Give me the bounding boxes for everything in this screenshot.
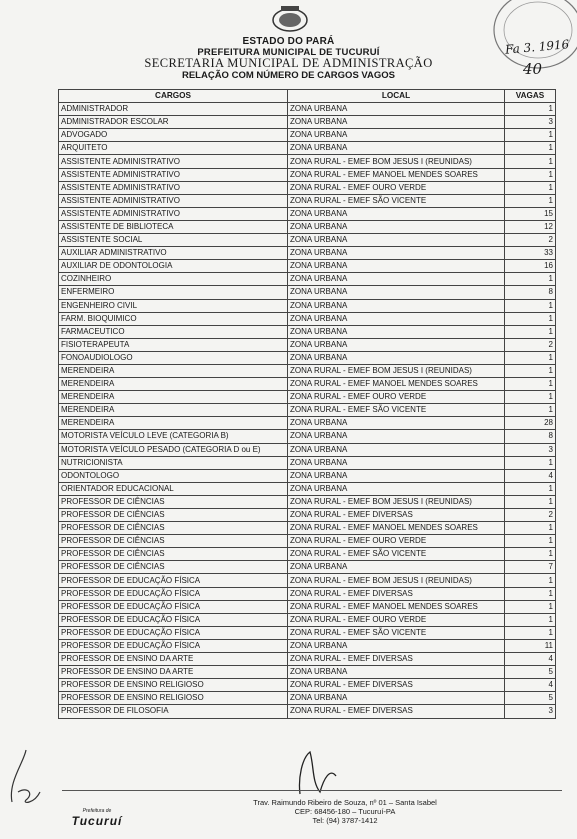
cell-vagas: 1 xyxy=(505,129,556,142)
address-line-1: Trav. Raimundo Ribeiro de Souza, nº 01 – Santa Isabel xyxy=(253,798,437,807)
municipal-crest-icon xyxy=(270,4,310,34)
cell-vagas: 15 xyxy=(505,207,556,220)
cell-vagas: 2 xyxy=(505,338,556,351)
cell-cargo: FARMACEUTICO xyxy=(59,325,288,338)
table-row xyxy=(59,574,556,587)
cell-cargo: PROFESSOR DE CIÊNCIAS xyxy=(59,548,288,561)
cell-cargo: PROFESSOR DE ENSINO RELIGIOSO xyxy=(59,679,288,692)
table-row xyxy=(59,194,556,207)
cell-local: ZONA URBANA xyxy=(288,639,505,652)
cell-local: ZONA URBANA xyxy=(288,338,505,351)
cell-local: ZONA RURAL - EMEF DIVERSAS xyxy=(288,509,505,522)
column-header-local: LOCAL xyxy=(288,90,505,103)
cell-vagas: 1 xyxy=(505,325,556,338)
cell-local: ZONA URBANA xyxy=(288,220,505,233)
cell-local: ZONA RURAL - EMEF DIVERSAS xyxy=(288,587,505,600)
cell-vagas: 1 xyxy=(505,142,556,155)
cell-cargo: ODONTOLOGO xyxy=(59,469,288,482)
cell-local: ZONA RURAL - EMEF SÃO VICENTE xyxy=(288,548,505,561)
address-line-2: CEP: 68456-180 – Tucuruí-PA xyxy=(294,806,396,816)
cell-local: ZONA URBANA xyxy=(288,234,505,247)
cell-local: ZONA RURAL - EMEF BOM JESUS I (REUNIDAS) xyxy=(288,495,505,508)
cell-cargo: ENGENHEIRO CIVIL xyxy=(59,299,288,312)
cell-local: ZONA URBANA xyxy=(288,561,505,574)
cell-vagas: 1 xyxy=(505,522,556,535)
cell-cargo: ASSISTENTE ADMINISTRATIVO xyxy=(59,181,288,194)
cell-local: ZONA URBANA xyxy=(288,247,505,260)
table-row xyxy=(59,456,556,469)
cell-local: ZONA RURAL - EMEF DIVERSAS xyxy=(288,653,505,666)
cell-local: ZONA RURAL - EMEF SÃO VICENTE xyxy=(288,194,505,207)
cell-local: ZONA URBANA xyxy=(288,103,505,116)
cell-cargo: PROFESSOR DE CIÊNCIAS xyxy=(59,561,288,574)
prefecture-title: PREFEITURA MUNICIPAL DE TUCURUÍ xyxy=(197,46,380,58)
table-row xyxy=(59,103,556,116)
cell-cargo: PROFESSOR DE EDUCAÇÃO FÍSICA xyxy=(59,613,288,626)
table-row xyxy=(59,639,556,652)
cell-cargo: PROFESSOR DE CIÊNCIAS xyxy=(59,495,288,508)
stamp-date: Fa 3. 1916 xyxy=(504,37,570,57)
table-row xyxy=(59,495,556,508)
cell-vagas: 4 xyxy=(505,653,556,666)
table-row xyxy=(59,600,556,613)
table-row xyxy=(59,325,556,338)
cell-vagas: 1 xyxy=(505,626,556,639)
cell-vagas: 7 xyxy=(505,561,556,574)
table-row xyxy=(59,312,556,325)
cell-local: ZONA RURAL - EMEF OURO VERDE xyxy=(288,535,505,548)
cell-vagas: 1 xyxy=(505,495,556,508)
cell-vagas: 4 xyxy=(505,679,556,692)
cell-vagas: 28 xyxy=(505,417,556,430)
cell-local: ZONA URBANA xyxy=(288,482,505,495)
cell-cargo: NUTRICIONISTA xyxy=(59,456,288,469)
table-row xyxy=(59,220,556,233)
cell-local: ZONA URBANA xyxy=(288,116,505,129)
table-row xyxy=(59,561,556,574)
table-row xyxy=(59,286,556,299)
table-row xyxy=(59,469,556,482)
cell-cargo: MERENDEIRA xyxy=(59,378,288,391)
table-row xyxy=(59,509,556,522)
cell-cargo: PROFESSOR DE CIÊNCIAS xyxy=(59,535,288,548)
cell-vagas: 1 xyxy=(505,404,556,417)
cell-local: ZONA URBANA xyxy=(288,129,505,142)
cell-local: ZONA URBANA xyxy=(288,207,505,220)
cell-vagas: 1 xyxy=(505,613,556,626)
cell-vagas: 1 xyxy=(505,535,556,548)
cell-local: ZONA URBANA xyxy=(288,443,505,456)
table-row xyxy=(59,364,556,377)
cell-local: ZONA RURAL - EMEF MANOEL MENDES SOARES xyxy=(288,522,505,535)
cell-cargo: PROFESSOR DE EDUCAÇÃO FÍSICA xyxy=(59,626,288,639)
cell-cargo: MOTORISTA VEÍCULO LEVE (CATEGORIA B) xyxy=(59,430,288,443)
table-row xyxy=(59,116,556,129)
table-row xyxy=(59,404,556,417)
cell-vagas: 12 xyxy=(505,220,556,233)
cell-local: ZONA RURAL - EMEF BOM JESUS I (REUNIDAS) xyxy=(288,155,505,168)
cell-cargo: MERENDEIRA xyxy=(59,364,288,377)
cell-vagas: 1 xyxy=(505,456,556,469)
table-row xyxy=(59,482,556,495)
cell-cargo: COZINHEIRO xyxy=(59,273,288,286)
stamp-number: 40 xyxy=(523,60,543,78)
cell-local: ZONA RURAL - EMEF MANOEL MENDES SOARES xyxy=(288,168,505,181)
cell-vagas: 16 xyxy=(505,260,556,273)
cell-cargo: MERENDEIRA xyxy=(59,391,288,404)
cell-cargo: MOTORISTA VEÍCULO PESADO (CATEGORIA D ou E) xyxy=(59,443,288,456)
footer-address xyxy=(210,799,480,826)
table-row xyxy=(59,417,556,430)
cell-vagas: 1 xyxy=(505,103,556,116)
cell-local: ZONA URBANA xyxy=(288,286,505,299)
cell-vagas: 1 xyxy=(505,548,556,561)
table-row xyxy=(59,626,556,639)
cell-vagas: 8 xyxy=(505,286,556,299)
cell-cargo: FARM. BIOQUIMICO xyxy=(59,312,288,325)
table-header-row xyxy=(59,90,556,103)
cell-vagas: 1 xyxy=(505,273,556,286)
cell-cargo: PROFESSOR DE ENSINO RELIGIOSO xyxy=(59,692,288,705)
cell-local: ZONA URBANA xyxy=(288,430,505,443)
tucurui-prefecture-logo: Prefeitura de Tucuruí xyxy=(71,808,123,828)
table-row xyxy=(59,653,556,666)
cell-cargo: ADVOGADO xyxy=(59,129,288,142)
handwritten-initials xyxy=(4,742,54,812)
cell-local: ZONA RURAL - EMEF DIVERSAS xyxy=(288,679,505,692)
table-row xyxy=(59,613,556,626)
table-row xyxy=(59,260,556,273)
document-title: RELAÇÃO COM NÚMERO DE CARGOS VAGOS xyxy=(181,69,396,81)
cell-cargo: AUXILIAR ADMINISTRATIVO xyxy=(59,247,288,260)
column-header-cargos: CARGOS xyxy=(59,90,288,103)
cell-vagas: 1 xyxy=(505,351,556,364)
table-row xyxy=(59,338,556,351)
cell-vagas: 1 xyxy=(505,299,556,312)
table-row xyxy=(59,234,556,247)
table-row xyxy=(59,207,556,220)
table-row xyxy=(59,142,556,155)
cell-vagas: 1 xyxy=(505,574,556,587)
cell-vagas: 1 xyxy=(505,587,556,600)
cell-vagas: 3 xyxy=(505,443,556,456)
cell-local: ZONA URBANA xyxy=(288,351,505,364)
table-row xyxy=(59,273,556,286)
cell-vagas: 5 xyxy=(505,692,556,705)
table-row xyxy=(59,247,556,260)
cell-local: ZONA URBANA xyxy=(288,273,505,286)
cell-cargo: MERENDEIRA xyxy=(59,404,288,417)
cell-vagas: 4 xyxy=(505,469,556,482)
cell-cargo: FONOAUDIOLOGO xyxy=(59,351,288,364)
cell-cargo: PROFESSOR DE CIÊNCIAS xyxy=(59,522,288,535)
cell-cargo: PROFESSOR DE ENSINO DA ARTE xyxy=(59,653,288,666)
cell-local: ZONA URBANA xyxy=(288,299,505,312)
table-row xyxy=(59,548,556,561)
cell-local: ZONA RURAL - EMEF BOM JESUS I (REUNIDAS) xyxy=(288,574,505,587)
table-row xyxy=(59,535,556,548)
cell-local: ZONA RURAL - EMEF OURO VERDE xyxy=(288,181,505,194)
cell-vagas: 1 xyxy=(505,168,556,181)
cell-cargo: ASSISTENTE SOCIAL xyxy=(59,234,288,247)
cell-vagas: 1 xyxy=(505,391,556,404)
cell-cargo: PROFESSOR DE ENSINO DA ARTE xyxy=(59,666,288,679)
cell-cargo: ENFERMEIRO xyxy=(59,286,288,299)
cell-vagas: 1 xyxy=(505,482,556,495)
cell-cargo: ASSISTENTE ADMINISTRATIVO xyxy=(59,168,288,181)
cell-vagas: 2 xyxy=(505,509,556,522)
column-header-vagas: VAGAS xyxy=(505,90,556,103)
table-row xyxy=(59,391,556,404)
table-row xyxy=(59,522,556,535)
cell-cargo: ASSISTENTE DE BIBLIOTECA xyxy=(59,220,288,233)
cell-cargo: ADMINISTRADOR ESCOLAR xyxy=(59,116,288,129)
cell-local: ZONA URBANA xyxy=(288,456,505,469)
cell-cargo: ASSISTENTE ADMINISTRATIVO xyxy=(59,155,288,168)
cell-vagas: 1 xyxy=(505,155,556,168)
secretariat-title: SECRETARIA MUNICIPAL DE ADMINISTRAÇÃO xyxy=(144,56,433,71)
cell-cargo: PROFESSOR DE EDUCAÇÃO FÍSICA xyxy=(59,587,288,600)
cell-vagas: 1 xyxy=(505,194,556,207)
cell-vagas: 1 xyxy=(505,600,556,613)
table-row xyxy=(59,692,556,705)
cell-cargo: PROFESSOR DE EDUCAÇÃO FÍSICA xyxy=(59,639,288,652)
cell-cargo: FISIOTERAPEUTA xyxy=(59,338,288,351)
cell-local: ZONA RURAL - EMEF BOM JESUS I (REUNIDAS) xyxy=(288,364,505,377)
cell-local: ZONA URBANA xyxy=(288,325,505,338)
table-row xyxy=(59,666,556,679)
table-row xyxy=(59,155,556,168)
cell-cargo: ASSISTENTE ADMINISTRATIVO xyxy=(59,194,288,207)
cell-cargo: PROFESSOR DE EDUCAÇÃO FÍSICA xyxy=(59,600,288,613)
cell-cargo: ORIENTADOR EDUCACIONAL xyxy=(59,482,288,495)
cell-vagas: 8 xyxy=(505,430,556,443)
cell-local: ZONA URBANA xyxy=(288,666,505,679)
cell-local: ZONA URBANA xyxy=(288,417,505,430)
table-row xyxy=(59,378,556,391)
document-header xyxy=(0,37,577,81)
cell-cargo: PROFESSOR DE FILOSOFIA xyxy=(59,705,288,718)
cell-vagas: 2 xyxy=(505,234,556,247)
state-title: ESTADO DO PARÁ xyxy=(242,36,335,47)
table-row xyxy=(59,679,556,692)
cell-vagas: 11 xyxy=(505,639,556,652)
cell-vagas: 1 xyxy=(505,312,556,325)
table-row xyxy=(59,181,556,194)
table-row xyxy=(59,168,556,181)
cell-vagas: 1 xyxy=(505,181,556,194)
cell-cargo: ARQUITETO xyxy=(59,142,288,155)
cell-local: ZONA URBANA xyxy=(288,692,505,705)
table-row xyxy=(59,443,556,456)
cell-cargo: AUXILIAR DE ODONTOLOGIA xyxy=(59,260,288,273)
cell-vagas: 3 xyxy=(505,705,556,718)
cell-local: ZONA RURAL - EMEF MANOEL MENDES SOARES xyxy=(288,600,505,613)
cell-local: ZONA RURAL - EMEF SÃO VICENTE xyxy=(288,626,505,639)
cell-local: ZONA RURAL - EMEF OURO VERDE xyxy=(288,391,505,404)
cell-local: ZONA URBANA xyxy=(288,312,505,325)
cell-local: ZONA URBANA xyxy=(288,469,505,482)
cell-local: ZONA RURAL - EMEF OURO VERDE xyxy=(288,613,505,626)
cell-local: ZONA URBANA xyxy=(288,260,505,273)
cell-cargo: ADMINISTRADOR xyxy=(59,103,288,116)
cell-cargo: PROFESSOR DE CIÊNCIAS xyxy=(59,509,288,522)
cell-local: ZONA RURAL - EMEF SÃO VICENTE xyxy=(288,404,505,417)
cell-local: ZONA URBANA xyxy=(288,142,505,155)
address-line-3: Tel: (94) 3787-1412 xyxy=(312,815,378,825)
cell-local: ZONA RURAL - EMEF DIVERSAS xyxy=(288,705,505,718)
table-row xyxy=(59,299,556,312)
vacancies-table xyxy=(58,89,556,719)
table-row xyxy=(59,705,556,718)
table-row xyxy=(59,587,556,600)
footer-divider xyxy=(62,790,562,791)
cell-vagas: 3 xyxy=(505,116,556,129)
cell-vagas: 1 xyxy=(505,364,556,377)
cell-cargo: PROFESSOR DE EDUCAÇÃO FÍSICA xyxy=(59,574,288,587)
cell-cargo: MERENDEIRA xyxy=(59,417,288,430)
cell-cargo: ASSISTENTE ADMINISTRATIVO xyxy=(59,207,288,220)
cell-vagas: 1 xyxy=(505,378,556,391)
table-row xyxy=(59,430,556,443)
table-body xyxy=(59,103,556,718)
table-row xyxy=(59,129,556,142)
table-row xyxy=(59,351,556,364)
cell-local: ZONA RURAL - EMEF MANOEL MENDES SOARES xyxy=(288,378,505,391)
cell-vagas: 5 xyxy=(505,666,556,679)
cell-vagas: 33 xyxy=(505,247,556,260)
